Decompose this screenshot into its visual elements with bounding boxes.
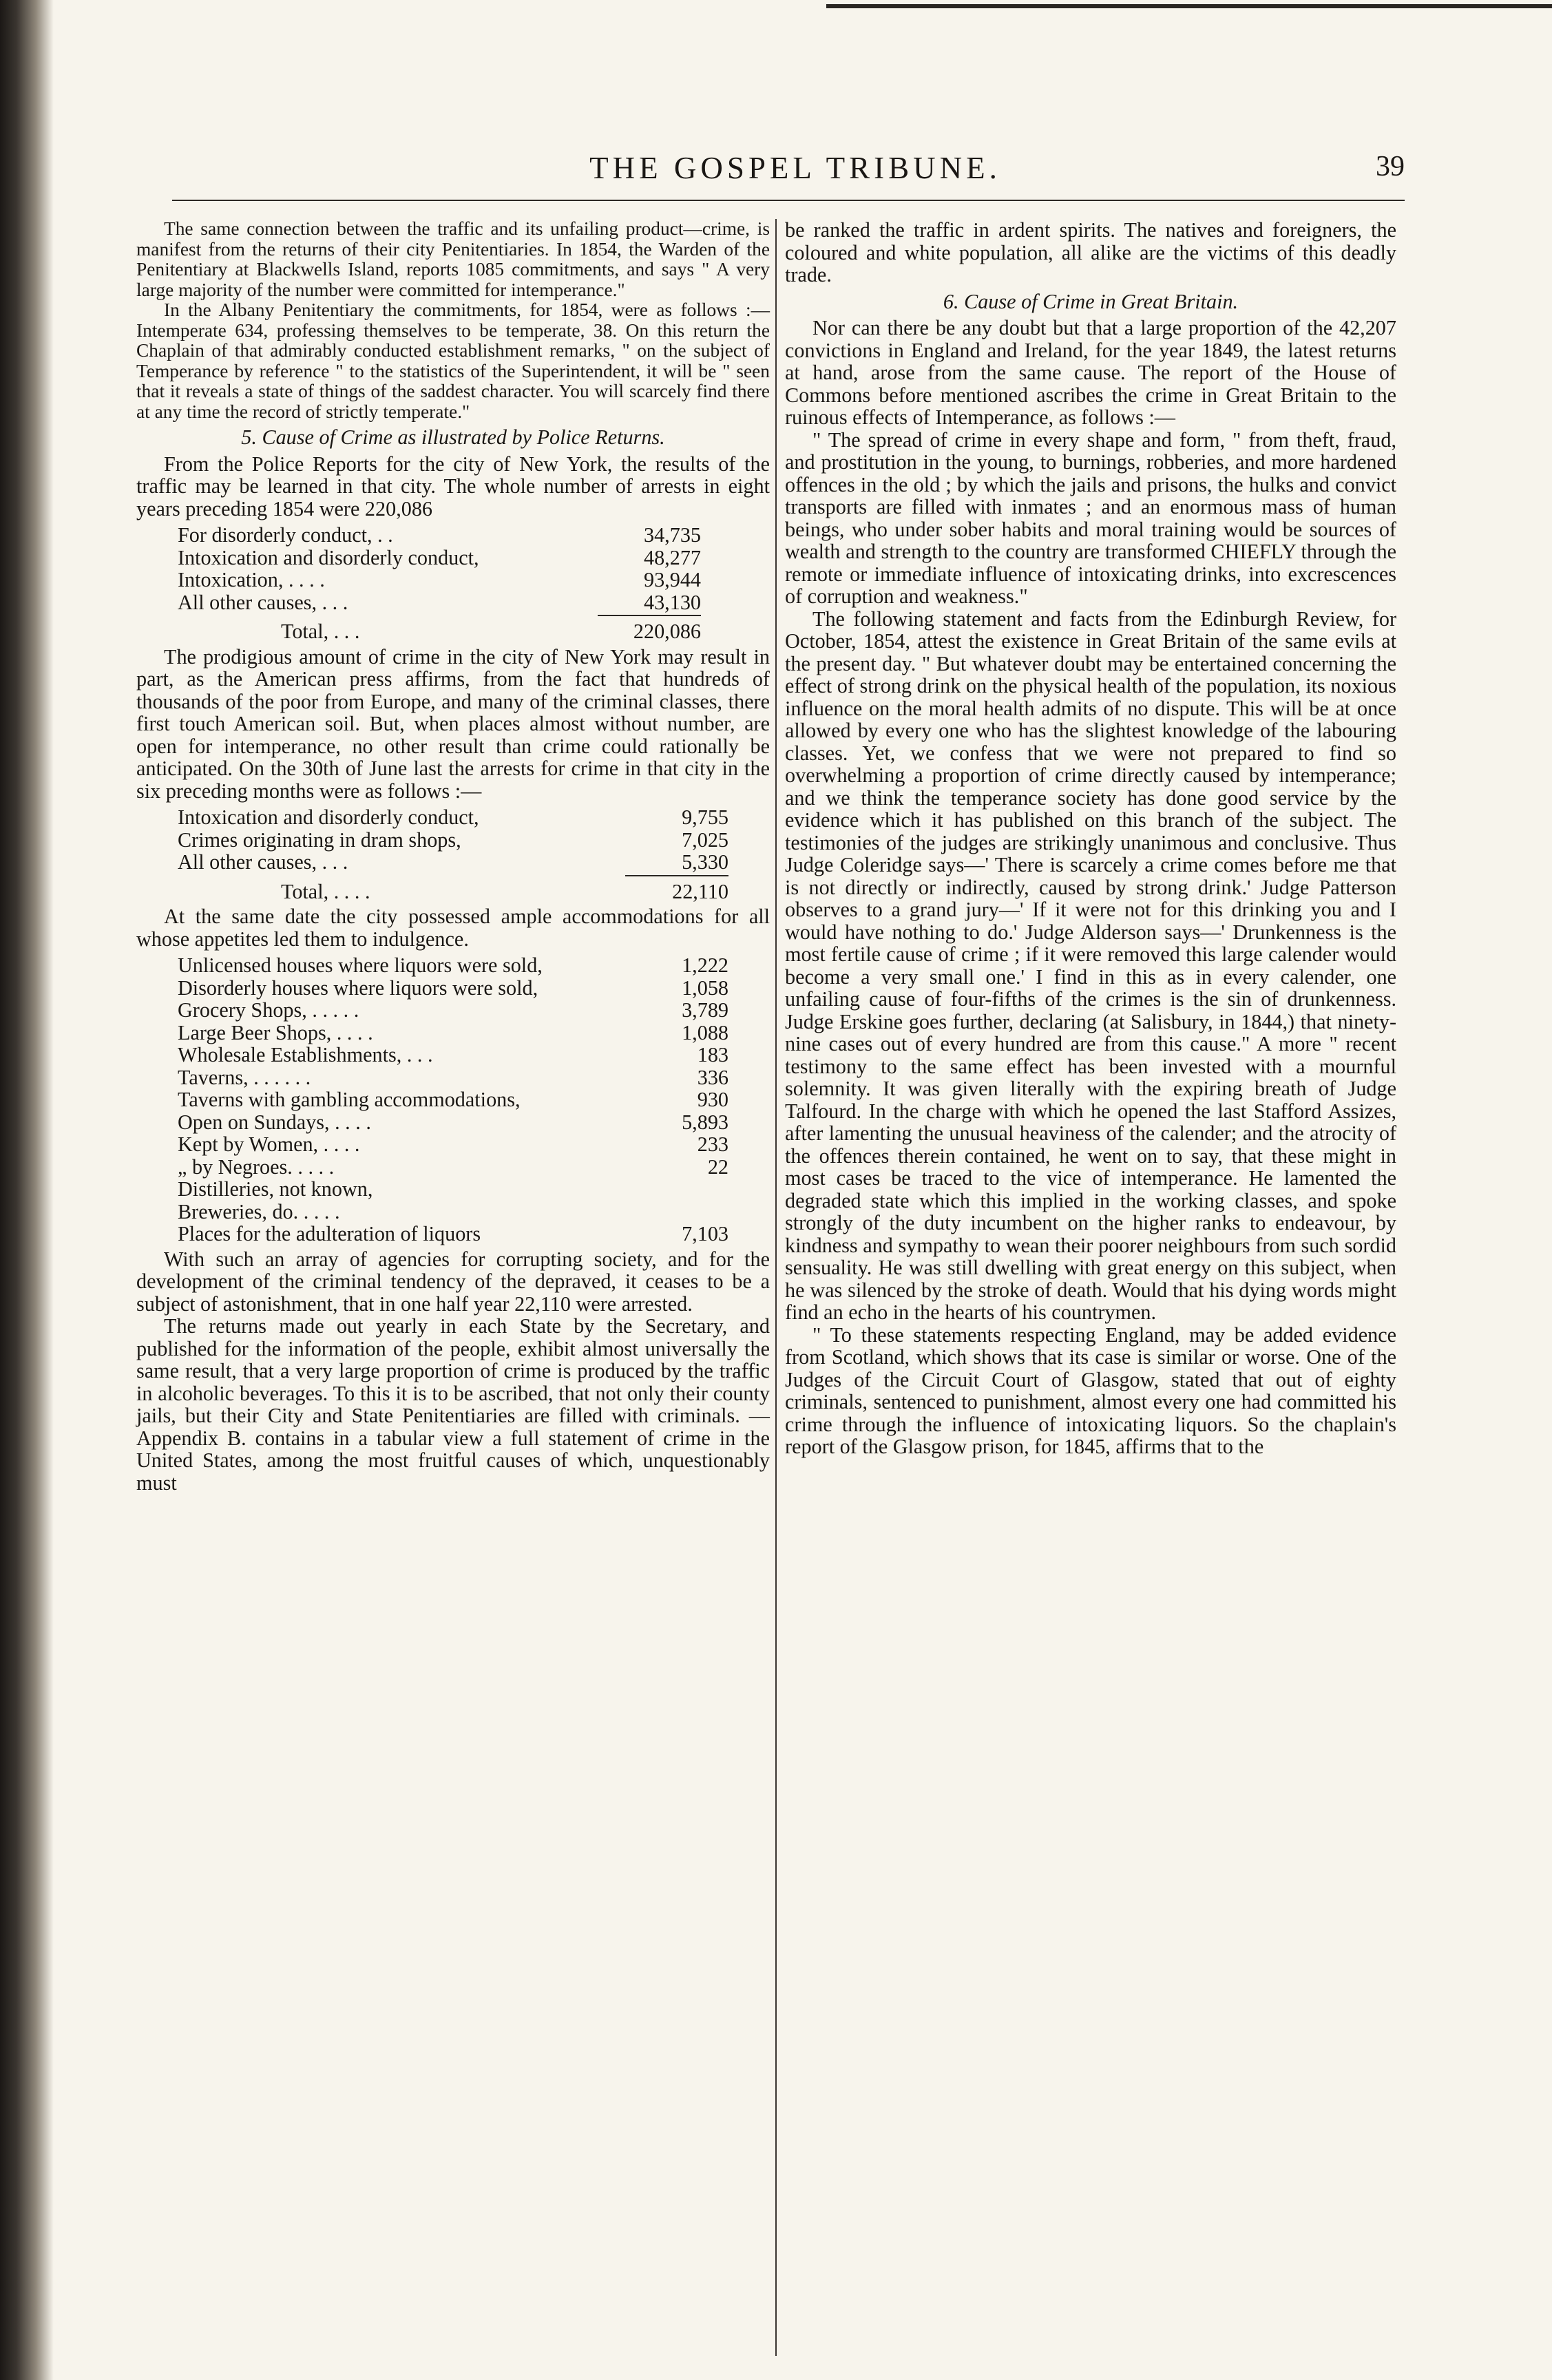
row-label: „ by Negroes. . . . . [178,1155,335,1179]
row-label: All other causes, . . . [178,590,348,614]
table-row [178,1111,728,1134]
table-row [178,1133,728,1156]
row-value: 183 [697,1043,728,1066]
row-value: 7,025 [682,828,728,852]
table-row [178,1022,728,1044]
paragraph: In the Albany Penitentiary the commitments, for 1854, were as follows :—Intemperate 634, professing themselves to be temperate, 38. On this return the Chaplain of that admirably conducted establishment remarks, " on the subject of Temperance by reference " to the statistics of the Superintendent, it will be " seen that it reveals a state of things of the saddest character. You will scarcely find there at any time the record of strictly temperate." [136,299,770,422]
row-label: Taverns, . . . . . . [178,1065,311,1089]
table-row [178,954,728,977]
table-row [178,1223,728,1245]
arrests-table [136,524,701,643]
row-label: Breweries, do. . . . . [178,1199,340,1223]
table-row [178,524,701,547]
section-heading: 5. Cause of Crime as illustrated by Police Returns. [241,425,665,449]
row-label: Disorderly houses where liquors were sold, [178,976,538,1000]
paragraph: With such an array of agencies for corrupting society, and for the development of the criminal tendency of the depraved, it ceases to be a subject of astonishment, that in one half year 22,110 were arrested. [136,1247,770,1316]
row-label: Intoxication, . . . . [178,568,325,591]
row-label: Intoxication and disorderly conduct, [178,545,479,569]
row-value: 233 [697,1133,728,1156]
paragraph: The prodigious amount of crime in the city of New York may result in part, as the American press affirms, from the fact that hundreds of thousands of the poor from Europe, and many of the criminal classes, there first touch American soil. But, when places almost without number, are open for intemperance, no other result than crime could rationally be anticipated. On the 30th of June last the arrests for crime in that city in the six preceding months were as follows :— [136,644,770,803]
total-value: 220,086 [633,620,701,643]
row-value: 5,893 [682,1110,728,1134]
running-title: THE GOSPEL TRIBUNE. [589,151,1001,185]
table-row [178,591,701,614]
table-row [178,806,728,829]
table-row [178,829,728,852]
six-month-arrests-table [136,806,728,903]
table-total-row [178,881,728,903]
row-label: Intoxication and disorderly conduct, [178,805,479,829]
row-value: 48,277 [643,545,701,569]
row-value: 9,755 [682,805,728,829]
row-label: Kept by Women, . . . . [178,1133,360,1156]
total-label: Total, . . . . [281,879,370,903]
row-value: 43,130 [643,590,701,614]
page-header [172,150,1418,194]
table-row [178,999,728,1022]
sum-rule [598,615,701,616]
row-label: Open on Sundays, . . . . [178,1110,371,1134]
row-label: Large Beer Shops, . . . . [178,1020,373,1044]
table-row [178,851,728,874]
row-value: 1,058 [682,976,728,1000]
table-total-row [178,620,701,643]
row-value: 7,103 [682,1222,728,1245]
header-rule [172,200,1405,201]
table-row [178,1088,728,1111]
table-row [178,1044,728,1066]
row-value: 930 [697,1088,728,1111]
row-label: Unlicensed houses where liquors were sold, [178,954,543,977]
total-value: 22,110 [672,879,728,903]
paragraph: " The spread of crime in every shape and form, " from theft, fraud, and prostitution in the young, to burnings, robberies, and more hardened offences in the old ; by which the jails and prisons, the hulks and convict transports are filled with inmates ; and an enormous mass of human beings, who under sober habits and moral training would be sources of wealth and strength to the country are transformed CHIEFLY through the remote or immediate influence of intoxicating drinks, into excrescences of corruption and weakness." [785,428,1396,608]
row-value: 5,330 [682,850,728,874]
table-row [178,1066,728,1089]
total-label: Total, . . . [281,620,360,643]
row-value: 1,222 [682,954,728,977]
row-label: Grocery Shops, . . . . . [178,998,359,1022]
paragraph: From the Police Reports for the city of New York, the results of the traffic may be learned in that city. The whole number of arrests in eight years preceding 1854 were 220,086 [136,452,770,520]
page-binding-edge [0,0,54,2380]
table-row [178,547,701,569]
top-edge-rule [826,4,1552,8]
row-value: 34,735 [643,523,701,547]
paragraph: At the same date the city possessed ample accommodations for all whose appetites led them to indulgence. [136,905,770,951]
paragraph: The following statement and facts from the Edinburgh Review, for October, 1854, attest the existence in Great Britain of the same evils at the present day. " But whatever doubt may be entertained concerning the effect of strong drink on the physical health of the population, its noxious influence on the moral health admits of no dispute. This will be at once allowed by every one who has the slightest knowledge of the labouring classes. Yet, we confess that we were not prepared to find so overwhelming a proportion of crime directly caused by intemperance; and we think the temperance society has done good service by the evidence which it has published on this branch of the subject. The testimonies of the judges are strikingly unanimous and conclusive. Thus Judge Coleridge says—' There is scarcely a crime comes before me that is not directly or indirectly, caused by strong drink.' Judge Patterson observes to a grand jury—' If it were not for this drinking you and I would have nothing to do.' Judge Alderson says—' Drunkenness is the most fertile cause of crime ; if it were removed this large calender would become a very small one.' I find in this as in every calender, one unfailing cause of four-fifths of the crimes is the sin of drunkenness. Judge Erskine goes further, declaring (at Salisbury, in 1844,) that ninety-nine cases out of every hundred are from this cause." A more " recent testimony to the same effect has been invested with a mournful solemnity. It was given literally with the expiring breath of Judge Talfourd. In the charge with which he opened the last Stafford Assizes, after lamenting the unusual heaviness of the calender; and the atrocity of the offences therein contained, he went on to say, that these might in most cases be traced to the vice of intemperance. He lamented the degraded state which this implied in the working classes, and spoke strongly of the duty incumbent on the higher ranks to endeavour, by kindness and sympathy to wean their poorer neighbours from such sordid sensuality. He was still dwelling with great energy on this subject, when he was silenced by the stroke of death. Would that his dying words might find an echo in the hearts of his countrymen. [785,607,1396,1324]
page-number: 39 [1376,151,1405,182]
table-row [178,977,728,1000]
row-value: 336 [697,1065,728,1089]
table-row [178,1201,728,1223]
paragraph: be ranked the traffic in ardent spirits. The natives and foreigners, the coloured and white population, all alike are the victims of this deadly trade. [785,218,1396,286]
row-value [639,1201,728,1223]
table-row [178,1156,728,1179]
paragraph: The returns made out yearly in each State by the Secretary, and published for the information of the people, exhibit almost universally the same result, that a very large proportion of crime is produced by the traffic in alcoholic beverages. To this it is to be ascribed, that not only their county jails, but their City and State Penitentiaries are filled with criminals. —Appendix B. contains in a tabular view a full statement of crime in the United States, among the most fruitful causes of which, unquestionably must [136,1314,770,1495]
row-value: 1,088 [682,1020,728,1044]
right-column [785,219,1396,1458]
row-label: Places for the adulteration of liquors [178,1222,481,1245]
row-label: Wholesale Establishments, . . . [178,1043,433,1066]
row-value: 22 [707,1155,728,1179]
paragraph: The same connection between the traffic and its unfailing product—crime, is manifest from the returns of their city Penitentiaries. In 1854, the Warden of the Penitentiary at Blackwells Island, reports 1085 commitments, and says " A very large majority of the number were committed for intemperance." [136,218,770,300]
liquor-establishments-table [136,954,728,1245]
sum-rule [625,875,728,876]
column-divider [775,219,777,2356]
row-label: Distilleries, not known, [178,1177,373,1201]
section-heading: 6. Cause of Crime in Great Britain. [943,289,1239,313]
row-label: Crimes originating in dram shops, [178,828,461,852]
table-row [178,569,701,591]
left-column [136,219,770,1494]
paragraph: Nor can there be any doubt but that a large proportion of the 42,207 convictions in England and Ireland, for the year 1849, the latest returns at hand, arose from the same cause. The report of the House of Commons before mentioned ascribes the crime in Great Britain to the ruinous effects of Intemperance, as follows :— [785,316,1396,429]
row-value: 93,944 [643,568,701,591]
row-value: 3,789 [682,998,728,1022]
row-label: For disorderly conduct, . . [178,523,393,547]
row-value [639,1178,728,1201]
table-row [178,1178,728,1201]
paragraph: " To these statements respecting England, may be added evidence from Scotland, which shows that its case is similar or worse. One of the Judges of the Circuit Court of Glasgow, stated that out of eighty criminals, sentenced to punishment, almost every one had committed his crime through the influence of intoxicating liquors. So the chaplain's report of the Glasgow prison, for 1845, affirms that to the [785,1323,1396,1458]
row-label: All other causes, . . . [178,850,348,874]
row-label: Taverns with gambling accommodations, [178,1088,521,1111]
